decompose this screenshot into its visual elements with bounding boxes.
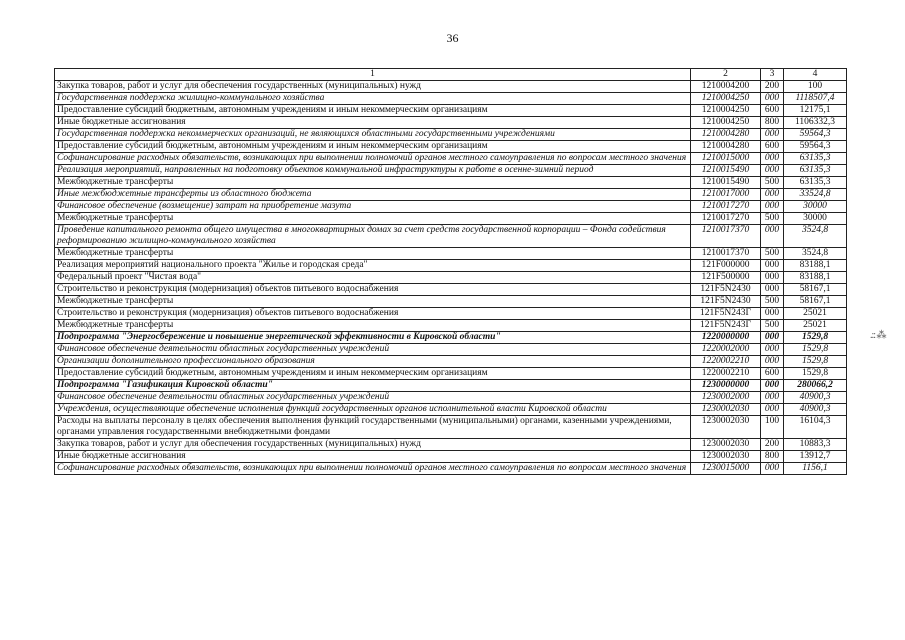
row-name-cell: Государственная поддержка жилищно-коммунального хозяйства xyxy=(55,93,691,105)
row-name-cell: Предоставление субсидий бюджетным, автономным учреждениям и иным некоммерческим организациям xyxy=(55,105,691,117)
table-row xyxy=(55,463,847,475)
row-code-cell: 121F500000 xyxy=(691,272,761,284)
row-name-cell: Межбюджетные трансферты xyxy=(55,177,691,189)
row-sum-cell: 100 xyxy=(784,81,847,93)
row-type-cell: 000 xyxy=(761,201,784,213)
table-row xyxy=(55,213,847,225)
row-type-cell: 000 xyxy=(761,260,784,272)
table-row xyxy=(55,451,847,463)
header-cell-name: 1 xyxy=(55,69,691,81)
row-sum-cell: 1156,1 xyxy=(784,463,847,475)
row-name-cell: Учреждения, осуществляющие обеспечение исполнения функций государственных органов исполнительной власти Кировской области xyxy=(55,404,691,416)
table-row xyxy=(55,177,847,189)
row-code-cell: 1230015000 xyxy=(691,463,761,475)
row-sum-cell: 83188,1 xyxy=(784,272,847,284)
row-sum-cell: 1106332,3 xyxy=(784,117,847,129)
row-type-cell: 100 xyxy=(761,416,784,439)
row-sum-cell: 3524,8 xyxy=(784,225,847,248)
table-row xyxy=(55,141,847,153)
row-name-cell: Межбюджетные трансферты xyxy=(55,296,691,308)
row-code-cell: 121F5N243Г xyxy=(691,320,761,332)
row-name-cell: Софинансирование расходных обязательств, возникающих при выполнении полномочий органов местного самоуправления по вопросам местного значения xyxy=(55,153,691,165)
row-type-cell: 000 xyxy=(761,129,784,141)
row-type-cell: 800 xyxy=(761,117,784,129)
row-name-cell: Строительство и реконструкция (модернизация) объектов питьевого водоснабжения xyxy=(55,284,691,296)
row-type-cell: 000 xyxy=(761,392,784,404)
row-sum-cell: 16104,3 xyxy=(784,416,847,439)
row-type-cell: 200 xyxy=(761,81,784,93)
row-type-cell: 000 xyxy=(761,189,784,201)
row-code-cell: 1210017270 xyxy=(691,213,761,225)
table-row xyxy=(55,308,847,320)
row-name-cell: Софинансирование расходных обязательств, возникающих при выполнении полномочий органов местного самоуправления по вопросам местного значения xyxy=(55,463,691,475)
table-row xyxy=(55,368,847,380)
header-cell-sum: 4 xyxy=(784,69,847,81)
row-sum-cell: 13912,7 xyxy=(784,451,847,463)
table-header-row xyxy=(55,69,847,81)
row-name-cell: Финансовое обеспечение деятельности областных государственных учреждений xyxy=(55,344,691,356)
row-sum-cell: 3524,8 xyxy=(784,248,847,260)
row-code-cell: 1210017370 xyxy=(691,248,761,260)
row-code-cell: 121F5N2430 xyxy=(691,284,761,296)
row-sum-cell: 40900,3 xyxy=(784,404,847,416)
row-name-cell: Межбюджетные трансферты xyxy=(55,320,691,332)
row-code-cell: 1230002030 xyxy=(691,439,761,451)
table-row xyxy=(55,380,847,392)
row-sum-cell: 83188,1 xyxy=(784,260,847,272)
table-row xyxy=(55,81,847,93)
row-code-cell: 1210004280 xyxy=(691,141,761,153)
row-name-cell: Проведение капитального ремонта общего имущества в многоквартирных домах за счет средств государственной корпорации – Фонда содействия реформированию жилищно-коммунального хозяйства xyxy=(55,225,691,248)
row-type-cell: 000 xyxy=(761,272,784,284)
table-row xyxy=(55,93,847,105)
row-sum-cell: 30000 xyxy=(784,201,847,213)
row-code-cell: 1220002000 xyxy=(691,344,761,356)
row-type-cell: 500 xyxy=(761,248,784,260)
row-type-cell: 600 xyxy=(761,141,784,153)
row-name-cell: Закупка товаров, работ и услуг для обеспечения государственных (муниципальных) нужд xyxy=(55,439,691,451)
table-row xyxy=(55,248,847,260)
row-type-cell: 600 xyxy=(761,368,784,380)
row-sum-cell: 58167,1 xyxy=(784,284,847,296)
row-name-cell: Иные бюджетные ассигнования xyxy=(55,117,691,129)
row-type-cell: 000 xyxy=(761,284,784,296)
row-type-cell: 000 xyxy=(761,153,784,165)
budget-table xyxy=(54,68,847,475)
row-sum-cell: 25021 xyxy=(784,308,847,320)
row-sum-cell: 10883,3 xyxy=(784,439,847,451)
row-name-cell: Финансовое обеспечение деятельности областных государственных учреждений xyxy=(55,392,691,404)
table-row xyxy=(55,332,847,344)
table-row xyxy=(55,284,847,296)
row-code-cell: 121F5N243Г xyxy=(691,308,761,320)
row-code-cell: 1230002030 xyxy=(691,451,761,463)
row-type-cell: 500 xyxy=(761,296,784,308)
table-row xyxy=(55,404,847,416)
row-sum-cell: 1529,8 xyxy=(784,332,847,344)
table-row xyxy=(55,201,847,213)
row-code-cell: 121F5N2430 xyxy=(691,296,761,308)
table-row xyxy=(55,165,847,177)
row-type-cell: 000 xyxy=(761,404,784,416)
row-sum-cell: 33524,8 xyxy=(784,189,847,201)
row-code-cell: 1210017000 xyxy=(691,189,761,201)
table-row xyxy=(55,129,847,141)
row-type-cell: 500 xyxy=(761,177,784,189)
row-name-cell: Предоставление субсидий бюджетным, автономным учреждениям и иным некоммерческим организациям xyxy=(55,141,691,153)
table-row xyxy=(55,189,847,201)
row-name-cell: Межбюджетные трансферты xyxy=(55,213,691,225)
row-code-cell: 1210015000 xyxy=(691,153,761,165)
table-row xyxy=(55,296,847,308)
row-code-cell: 1230002030 xyxy=(691,404,761,416)
row-name-cell: Реализация мероприятий национального проекта "Жилье и городская среда" xyxy=(55,260,691,272)
row-sum-cell: 1529,8 xyxy=(784,368,847,380)
table-row xyxy=(55,356,847,368)
row-sum-cell: 25021 xyxy=(784,320,847,332)
row-code-cell: 1220000000 xyxy=(691,332,761,344)
row-sum-cell: 1118507,4 xyxy=(784,93,847,105)
row-code-cell: 1220002210 xyxy=(691,368,761,380)
row-code-cell: 1230002000 xyxy=(691,392,761,404)
row-type-cell: 000 xyxy=(761,463,784,475)
row-code-cell: 1210017370 xyxy=(691,225,761,248)
row-type-cell: 500 xyxy=(761,213,784,225)
row-sum-cell: 59564,3 xyxy=(784,141,847,153)
table-row xyxy=(55,344,847,356)
row-code-cell: 1210004250 xyxy=(691,105,761,117)
row-name-cell: Предоставление субсидий бюджетным, автономным учреждениям и иным некоммерческим организациям xyxy=(55,368,691,380)
row-name-cell: Государственная поддержка некоммерческих организаций, не являющихся областными государственными учреждениями xyxy=(55,129,691,141)
row-type-cell: 000 xyxy=(761,344,784,356)
row-code-cell: 1210017270 xyxy=(691,201,761,213)
row-name-cell: Федеральный проект "Чистая вода" xyxy=(55,272,691,284)
row-type-cell: 000 xyxy=(761,332,784,344)
row-sum-cell: 280066,2 xyxy=(784,380,847,392)
row-name-cell: Расходы на выплаты персоналу в целях обеспечения выполнения функций государственными (муниципальными) органами, казенными учреждениями, органами управления государственными внебюджетными фондами xyxy=(55,416,691,439)
row-type-cell: 000 xyxy=(761,165,784,177)
row-code-cell: 1210004250 xyxy=(691,93,761,105)
row-name-cell: Подпрограмма "Энергосбережение и повышение энергетической эффективности в Кировской области" xyxy=(55,332,691,344)
row-type-cell: 600 xyxy=(761,105,784,117)
row-code-cell: 1210015490 xyxy=(691,165,761,177)
page-number: 36 xyxy=(446,31,459,45)
row-sum-cell: 40900,3 xyxy=(784,392,847,404)
row-type-cell: 000 xyxy=(761,308,784,320)
row-code-cell: 1230002030 xyxy=(691,416,761,439)
row-name-cell: Закупка товаров, работ и услуг для обеспечения государственных (муниципальных) нужд xyxy=(55,81,691,93)
row-code-cell: 1210004200 xyxy=(691,81,761,93)
row-type-cell: 000 xyxy=(761,380,784,392)
row-code-cell: 121F000000 xyxy=(691,260,761,272)
row-name-cell: Иные бюджетные ассигнования xyxy=(55,451,691,463)
row-sum-cell: 1529,8 xyxy=(784,356,847,368)
row-type-cell: 200 xyxy=(761,439,784,451)
table-row xyxy=(55,225,847,248)
row-sum-cell: 1529,8 xyxy=(784,344,847,356)
row-sum-cell: 12175,1 xyxy=(784,105,847,117)
row-code-cell: 1230000000 xyxy=(691,380,761,392)
scan-artifact: .:: ⁂ xyxy=(870,330,886,341)
row-name-cell: Финансовое обеспечение (возмещение) затрат на приобретение мазута xyxy=(55,201,691,213)
row-code-cell: 1210004280 xyxy=(691,129,761,141)
row-name-cell: Межбюджетные трансферты xyxy=(55,248,691,260)
row-sum-cell: 63135,3 xyxy=(784,177,847,189)
row-name-cell: Реализация мероприятий, направленных на подготовку объектов коммунальной инфраструктуры к работе в осенне-зимний период xyxy=(55,165,691,177)
table-row xyxy=(55,260,847,272)
row-code-cell: 1210015490 xyxy=(691,177,761,189)
row-name-cell: Подпрограмма "Газификация Кировской области" xyxy=(55,380,691,392)
table-row xyxy=(55,392,847,404)
header-cell-code: 2 xyxy=(691,69,761,81)
row-type-cell: 000 xyxy=(761,225,784,248)
table-row xyxy=(55,320,847,332)
row-code-cell: 1220002210 xyxy=(691,356,761,368)
row-name-cell: Иные межбюджетные трансферты из областного бюджета xyxy=(55,189,691,201)
row-sum-cell: 30000 xyxy=(784,213,847,225)
table-row xyxy=(55,416,847,439)
table-row xyxy=(55,272,847,284)
row-sum-cell: 63135,3 xyxy=(784,165,847,177)
table-row xyxy=(55,105,847,117)
row-sum-cell: 58167,1 xyxy=(784,296,847,308)
row-name-cell: Строительство и реконструкция (модернизация) объектов питьевого водоснабжения xyxy=(55,308,691,320)
row-type-cell: 000 xyxy=(761,93,784,105)
row-type-cell: 500 xyxy=(761,320,784,332)
table-row xyxy=(55,153,847,165)
table-row xyxy=(55,117,847,129)
row-type-cell: 800 xyxy=(761,451,784,463)
row-code-cell: 1210004250 xyxy=(691,117,761,129)
row-sum-cell: 59564,3 xyxy=(784,129,847,141)
table-row xyxy=(55,439,847,451)
row-name-cell: Организации дополнительного профессионального образования xyxy=(55,356,691,368)
row-type-cell: 000 xyxy=(761,356,784,368)
header-cell-type: 3 xyxy=(761,69,784,81)
row-sum-cell: 63135,3 xyxy=(784,153,847,165)
